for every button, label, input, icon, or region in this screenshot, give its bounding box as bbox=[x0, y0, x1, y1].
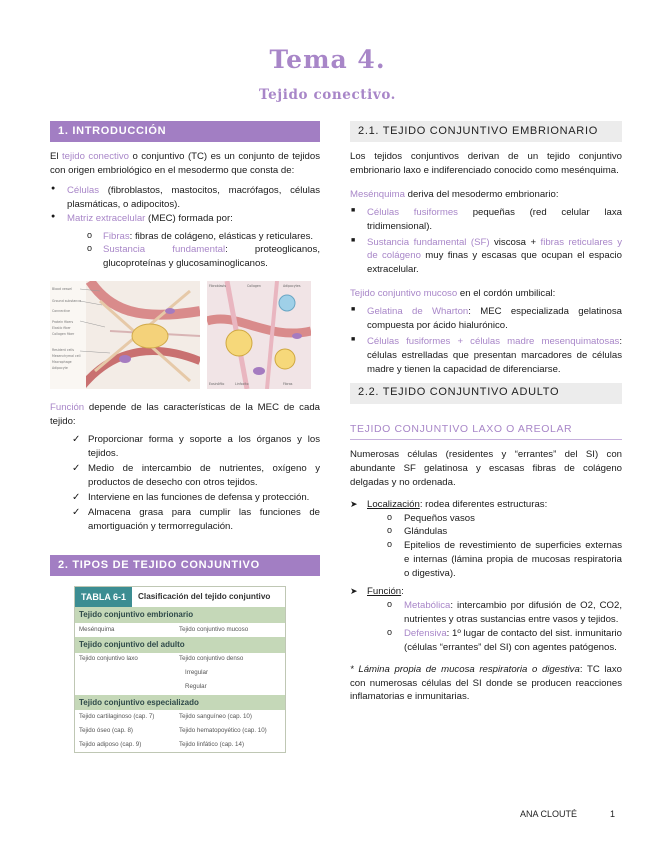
svg-text:Fibras: Fibras bbox=[283, 382, 293, 387]
section-heading-embrionario: 2.1. TEJIDO CONJUNTIVO EMBRIONARIO bbox=[350, 121, 622, 142]
list-item: o Pequeños vasos bbox=[387, 512, 622, 526]
svg-text:Mesenchymal cell: Mesenchymal cell bbox=[52, 354, 81, 359]
list-item: o Sustancia fundamental: proteoglicanos, glucoproteínas y glucosaminoglicanos. bbox=[87, 243, 320, 271]
page-subtitle: Tejido conectivo. bbox=[259, 87, 396, 103]
svg-text:Ground substance: Ground substance bbox=[52, 299, 82, 304]
svg-text:Resident cells: Resident cells bbox=[52, 348, 74, 353]
table-section: Tejido conjuntivo embrionario bbox=[75, 607, 285, 623]
list-item: ✓ Medio de intercambio de nutrientes, oxígeno y productos de desecho con otros tejidos. bbox=[50, 462, 320, 490]
list-item: o Epitelios de revestimiento de superficies externas e internas (lámina propia de mucosas respiratoria o digestiva). bbox=[387, 539, 622, 581]
section-heading-introduccion: 1. INTRODUCCIÓN bbox=[50, 121, 320, 142]
page-title: Tema 4. bbox=[269, 45, 386, 74]
lamina-propia-note: * Lámina propia de mucosa respiratoria o digestiva: TC laxo con numerosas células del SI donde se producen reacciones inflamatorias e inmunitarias. bbox=[350, 663, 622, 703]
list-item: ■ Células fusiformes pequeñas (red celular laxa tridimensional). bbox=[350, 206, 622, 234]
function-checklist bbox=[50, 433, 320, 533]
svg-text:Fibroblasts: Fibroblasts bbox=[209, 284, 227, 289]
classification-table bbox=[74, 586, 286, 753]
svg-text:Macrophage: Macrophage bbox=[52, 360, 72, 365]
table-row: Tejido conjuntivo laxo Tejido conjuntivo denso bbox=[79, 655, 244, 663]
mesenquima-intro: Mesénquima deriva del mesodermo embrionario: bbox=[350, 188, 559, 200]
laxo-heading: TEJIDO CONJUNTIVO LAXO O AREOLAR bbox=[350, 422, 622, 440]
right-column bbox=[350, 121, 622, 704]
svg-text:Adipocytes: Adipocytes bbox=[283, 284, 301, 289]
list-item: ■ Gelatina de Wharton: MEC especializada gelatinosa compuesta por ácido hialurónico. bbox=[350, 305, 622, 333]
list-item: ✓ Proporcionar forma y soporte a los órganos y los tejidos. bbox=[50, 433, 320, 461]
intro-paragraph: El tejido conectivo o conjuntivo (TC) es un conjunto de tejidos con origen embriológico en el mesodermo que consta de: bbox=[50, 151, 320, 176]
loose-connective-tissue-diagram bbox=[50, 281, 200, 389]
svg-text:Blood vessel: Blood vessel bbox=[52, 287, 73, 292]
table-row: Irregular bbox=[185, 669, 209, 677]
list-item: o Fibras: fibras de colágeno, elásticas y reticulares. bbox=[87, 230, 320, 244]
mesenquima-list bbox=[350, 206, 622, 278]
svg-text:Collagen fiber: Collagen fiber bbox=[52, 332, 75, 337]
list-item: o Defensiva: 1º lugar de contacto del sist. inmunitario (células “errantes” del SI) con agentes patógenos. bbox=[387, 627, 622, 655]
list-item: o Glándulas bbox=[387, 525, 622, 539]
section-heading-adulto: 2.2. TEJIDO CONJUNTIVO ADULTO bbox=[350, 383, 622, 404]
svg-text:Linfocito: Linfocito bbox=[235, 382, 249, 387]
table-row: Tejido adiposo (cap. 9) Tejido linfático (cap. 14) bbox=[79, 740, 245, 748]
mec-sub-list bbox=[87, 230, 320, 272]
svg-text:Collagen: Collagen bbox=[247, 284, 261, 289]
list-item: ✓ Almacena grasa para cumplir las funciones de amortiguación y termorregulación. bbox=[50, 506, 320, 534]
laxo-details bbox=[350, 498, 622, 655]
mucoso-list bbox=[350, 305, 622, 377]
svg-text:Protein fibers: Protein fibers bbox=[52, 320, 74, 325]
svg-text:Adipocyte: Adipocyte bbox=[52, 366, 68, 371]
histology-illustrations bbox=[50, 281, 320, 389]
list-item: o Metabólica: intercambio por difusión de O2, CO2, nutrientes y otras sustancias entre vasos y tejidos. bbox=[387, 599, 622, 627]
page-number: 1 bbox=[610, 809, 616, 819]
laxo-paragraph: Numerosas células (residentes y “errantes” del SI) con abundante SF gelatinosa y escasas fibras de colágeno delgadas y no ordenada. bbox=[350, 448, 622, 488]
composition-list bbox=[50, 184, 320, 226]
svg-text:Elastic fiber: Elastic fiber bbox=[52, 326, 71, 331]
svg-text:Eosinófilo: Eosinófilo bbox=[209, 382, 225, 387]
table-row: Regular bbox=[185, 683, 207, 691]
list-item: ✓ Interviene en las funciones de defensa y protección. bbox=[50, 491, 320, 505]
list-item: ● Matriz extracelular (MEC) formada por: bbox=[50, 212, 320, 226]
function-intro: Función depende de las características de la MEC de cada tejido: bbox=[50, 402, 320, 428]
table-section: Tejido conjuntivo especializado bbox=[75, 695, 285, 711]
embryonic-paragraph: Los tejidos conjuntivos derivan de un tejido conjuntivo embrionario laxo e indiferenciado conocido como mesénquima. bbox=[350, 151, 622, 176]
table-row: Mesénquima Tejido conjuntivo mucoso bbox=[79, 625, 249, 633]
table-caption: Clasificación del tejido conjuntivo bbox=[138, 592, 271, 602]
list-item: ■ Células fusiformes + células madre mesenquimatosas: células estrelladas que presentan marcadores de células madre y tienen la capacidad de diferenciarse. bbox=[350, 335, 622, 377]
mucoso-intro: Tejido conjuntivo mucoso en el cordón umbilical: bbox=[350, 288, 556, 300]
table-section: Tejido conjuntivo del adulto bbox=[75, 637, 285, 653]
term-tejido-conectivo: tejido conectivo bbox=[62, 151, 129, 162]
list-item: ■ Sustancia fundamental (SF) viscosa + fibras reticulares y de colágeno muy finas y escasas que ocupan el espacio extracelular. bbox=[350, 236, 622, 278]
table-row: Tejido cartilaginoso (cap. 7) Tejido sanguíneo (cap. 10) bbox=[79, 712, 252, 720]
section-heading-tipos: 2. TIPOS DE TEJIDO CONJUNTIVO bbox=[50, 555, 320, 576]
list-item: ➤ Función: o Metabólica: intercambio por difusión de O2, CO2, nutrientes y otras sustancias entre vasos y tejidos. o Defensiva: 1º lugar de contacto del sist. inmunitario (células “errantes” del SI) con agentes patógenos. bbox=[350, 585, 622, 655]
svg-text:Connective: Connective bbox=[52, 309, 70, 314]
list-item: ● Células (fibroblastos, mastocitos, macrófagos, células plasmáticas, o adipocitos). bbox=[50, 184, 320, 212]
tissue-micrograph-diagram bbox=[207, 281, 311, 389]
table-tag: TABLA 6-1 bbox=[75, 587, 132, 607]
table-row: Tejido óseo (cap. 8) Tejido hematopoyético (cap. 10) bbox=[79, 726, 267, 734]
list-item: ➤ Localización: rodea diferentes estructuras: o Pequeños vasos o Glándulas o Epitelios de revestimiento de superficies externas e internas (lámina propia de mucosas respiratoria o digestiva). bbox=[350, 498, 622, 581]
footer-author: ANA CLOUTÉ bbox=[520, 809, 578, 819]
left-column bbox=[50, 121, 320, 753]
